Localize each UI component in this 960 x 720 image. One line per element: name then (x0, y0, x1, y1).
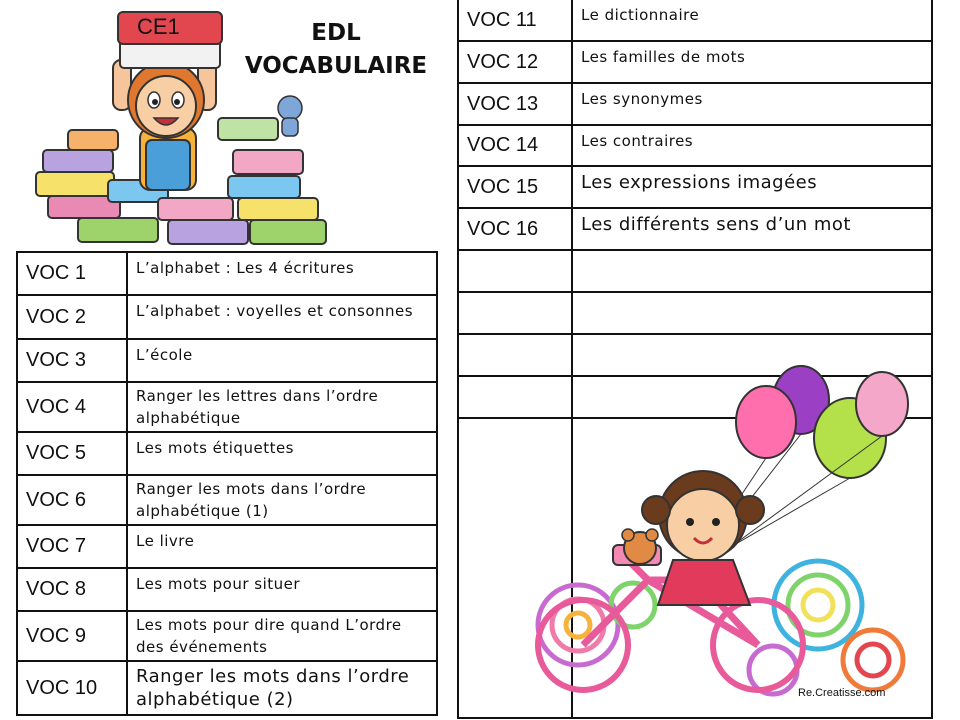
lesson-code: VOC 1 (17, 252, 127, 295)
lesson-title (572, 250, 932, 292)
lesson-title: Les familles de mots (572, 41, 932, 83)
page-title-line1: EDL (311, 20, 361, 46)
table-row (458, 292, 932, 334)
lesson-title: Ranger les lettres dans l’ordre alphabétique (127, 382, 437, 432)
lesson-title: L’alphabet : voyelles et consonnes (127, 295, 437, 339)
table-row (458, 250, 932, 292)
table-row (458, 166, 932, 208)
lesson-code: VOC 6 (17, 475, 127, 525)
lesson-title: Les expressions imagées (572, 166, 932, 208)
table-row (17, 475, 437, 525)
page-title (228, 17, 444, 83)
lesson-code: VOC 12 (458, 41, 572, 83)
table-row (458, 125, 932, 166)
lesson-title: Les différents sens d’un mot (572, 208, 932, 250)
lesson-code: VOC 10 (17, 661, 127, 715)
lesson-code: VOC 11 (458, 0, 572, 41)
level-label: CE1 (137, 14, 180, 39)
lesson-code (458, 250, 572, 292)
lesson-code: VOC 2 (17, 295, 127, 339)
lesson-code: VOC 5 (17, 432, 127, 475)
girl-bike-balloons-illustration (518, 360, 926, 705)
lesson-title: Ranger les mots dans l’ordre alphabétique (2) (127, 661, 437, 715)
toy-figure (278, 96, 302, 136)
child-figure (113, 60, 216, 190)
lesson-code: VOC 4 (17, 382, 127, 432)
lesson-code: VOC 13 (458, 83, 572, 125)
lesson-title: Le dictionnaire (572, 0, 932, 41)
lesson-code: VOC 7 (17, 525, 127, 568)
table-row (458, 0, 932, 41)
table-row (17, 525, 437, 568)
lesson-title: Les mots étiquettes (127, 432, 437, 475)
table-row (458, 41, 932, 83)
left-lessons-table (16, 251, 438, 716)
lesson-title: Ranger les mots dans l’ordre alphabétique (1) (127, 475, 437, 525)
table-row (17, 432, 437, 475)
lesson-code (458, 292, 572, 334)
table-row (458, 83, 932, 125)
lesson-code: VOC 16 (458, 208, 572, 250)
lesson-title: Les synonymes (572, 83, 932, 125)
lesson-title: L’alphabet : Les 4 écritures (127, 252, 437, 295)
table-row (17, 568, 437, 611)
lesson-title: Les mots pour dire quand L’ordre des événements (127, 611, 437, 661)
lesson-code: VOC 14 (458, 125, 572, 166)
page-title-line2: VOCABULAIRE (244, 53, 428, 79)
lesson-code: VOC 9 (17, 611, 127, 661)
table-row (17, 252, 437, 295)
table-row (17, 382, 437, 432)
lesson-code: VOC 15 (458, 166, 572, 208)
lesson-code: VOC 8 (17, 568, 127, 611)
lesson-title: Les mots pour situer (127, 568, 437, 611)
table-row (458, 208, 932, 250)
table-row (17, 611, 437, 661)
table-row (17, 661, 437, 715)
teddy-bear (622, 529, 658, 564)
lesson-code: VOC 3 (17, 339, 127, 382)
credit-text: Re.Creatisse.com (798, 687, 886, 699)
table-row (17, 339, 437, 382)
lesson-title: Le livre (127, 525, 437, 568)
lesson-title (572, 292, 932, 334)
table-row (17, 295, 437, 339)
lesson-title: L’école (127, 339, 437, 382)
lesson-title: Les contraires (572, 125, 932, 166)
